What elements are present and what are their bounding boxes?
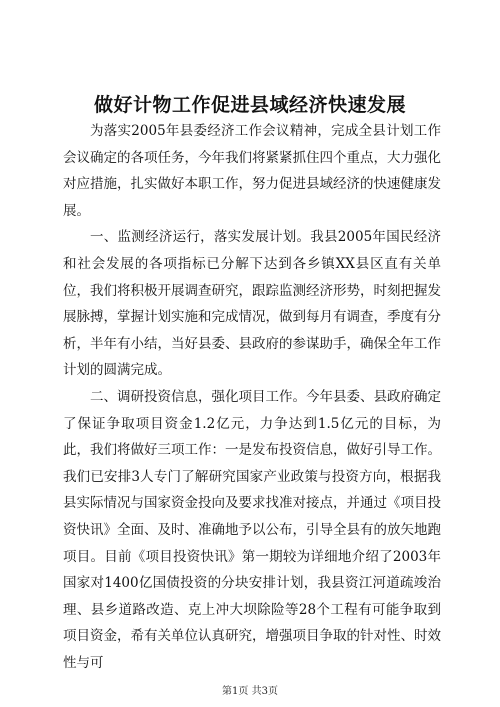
document-title: 做好计物工作促进县域经济快速发展 (93, 94, 406, 116)
document-body (63, 118, 441, 676)
page-number-footer: 第1页 共3页 (222, 686, 278, 697)
section-two-paragraph: 二、调研投资信息，强化项目工作。今年县委、县政府确定了保证争取项目资金1.2亿元，力争达到1.5亿元的目标，为此，我们将做好三项工作：一是发布投资信息，做好引导工作。我们已安排3人专门了解研究国家产业政策与投资方向，根据我县实际情况与国家资金投向及要求找准对接点，并通过《项目投资快讯》全面、及时、准确地予以公布，引导全县有的放矢地跑项目。目前《项目投资快讯》第一期较为详细地介绍了2003年国家对1400亿国债投资的分块安排计划，我县资江河道疏竣治理、县乡道路改造、克上冲大坝除险等28个工程有可能争取到项目资金，希有关单位认真研究，增强项目争取的针对性、时效性与可 (63, 388, 441, 671)
intro-paragraph: 为落实2005年县委经济工作会议精神，完成全县计划工作会议确定的各项任务，今年我们将紧紧抓住四个重点，大力强化对应措施，扎实做好本职工作，努力促进县域经济的快速健康发展。 (63, 123, 441, 219)
section-one-paragraph: 一、监测经济运行，落实发展计划。我县2005年国民经济和社会发展的各项指标已分解下达到各乡镇XX县区直有关单位，我们将积极开展调查研究，跟踪监测经济形势，时刻把握发展脉搏，掌握计划实施和完成情况，做到每月有调查，季度有分析，半年有小结，当好县委、县政府的参谋助手，确保全年工作计划的圆满完成。 (63, 229, 441, 379)
